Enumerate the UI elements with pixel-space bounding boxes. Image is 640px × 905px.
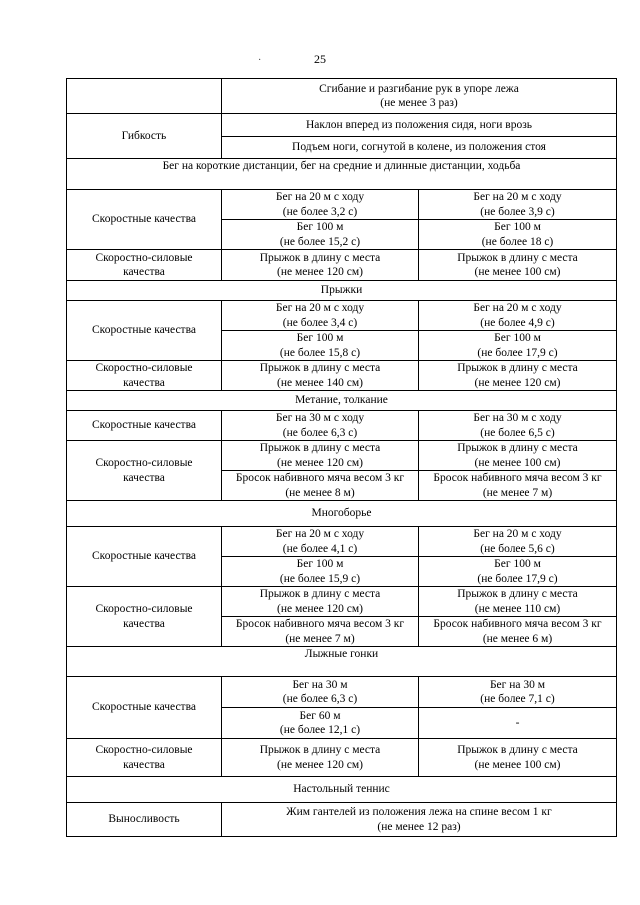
norm-text: Прыжок в длину с места — [457, 251, 578, 264]
table-row — [67, 677, 617, 708]
norm-value: (не менее 8 м) — [285, 486, 355, 499]
female-norm-cell — [419, 190, 617, 220]
norm-value: (не более 3,2 с) — [282, 205, 358, 218]
table-row — [67, 411, 617, 441]
norm-text: Бег 100 м — [296, 221, 344, 233]
quality-text: качества — [123, 471, 165, 484]
norm-value: (не более 15,2 с) — [279, 235, 361, 248]
norm-value: (не менее 7 м) — [482, 486, 553, 499]
quality-text: качества — [123, 617, 165, 630]
norm-value: (не более 12,1 с) — [279, 724, 361, 736]
table-row — [67, 114, 617, 137]
norm-value: (не менее 120 см) — [474, 376, 561, 389]
norm-value: (не менее 110 см) — [474, 602, 561, 615]
male-norm-cell — [222, 557, 419, 587]
norm-text: Прыжок в длину с места — [457, 588, 578, 600]
female-norm-cell — [419, 557, 617, 587]
section-title: Лыжные гонки — [67, 647, 617, 677]
norm-value: (не менее 100 см) — [474, 456, 561, 469]
norm-text: Прыжок в длину с места — [259, 251, 381, 264]
female-norm-cell: - — [419, 708, 617, 739]
norm-text: Бег на 30 м — [292, 678, 348, 691]
norm-text: Бег на 30 м — [489, 678, 546, 691]
female-norm-cell — [419, 411, 617, 441]
female-norm-cell — [419, 220, 617, 250]
norm-text: Прыжок в длину с места — [259, 362, 381, 374]
norm-value: (не более 3,4 с) — [282, 316, 358, 329]
table-row — [67, 587, 617, 617]
quality-text: качества — [123, 758, 165, 771]
quality-cell — [67, 441, 222, 501]
norm-cell: Подъем ноги, согнутой в колене, из положения стоя — [222, 137, 617, 159]
table-row — [67, 361, 617, 391]
male-norm-cell — [222, 411, 419, 441]
norm-text: Бег на 20 м с ходу — [473, 191, 562, 203]
section-title: Настольный теннис — [67, 777, 617, 803]
norm-value: (не менее 100 см) — [474, 758, 561, 771]
norm-text: Бег 100 м — [296, 332, 344, 344]
table-row — [67, 739, 617, 777]
norm-text: Бег на 20 м с ходу — [275, 191, 365, 203]
norm-text: Бег на 20 м с ходу — [473, 528, 562, 540]
section-row — [67, 159, 617, 190]
norm-text: Бег на 20 м с ходу — [473, 302, 562, 314]
norm-value: (не более 18 с) — [481, 235, 554, 248]
table-row — [67, 250, 617, 281]
male-norm-cell — [222, 527, 419, 557]
quality-cell — [67, 587, 222, 647]
norm-value: (не более 6,3 с) — [282, 693, 358, 705]
quality-cell — [67, 250, 222, 281]
norm-value: (не более 5,6 с) — [480, 542, 555, 555]
quality-text: Скоростно-силовые — [95, 457, 193, 469]
norm-value: (не менее 12 раз) — [377, 820, 461, 833]
female-norm-cell — [419, 361, 617, 391]
norm-text: Бег на 20 м с ходу — [275, 302, 365, 314]
quality-cell — [67, 739, 222, 777]
table-row — [67, 79, 617, 114]
norm-value: (не менее 3 раз) — [380, 97, 458, 109]
female-norm-cell — [419, 739, 617, 777]
norm-text: Прыжок в длину с места — [259, 442, 381, 454]
norm-value: (не более 6,5 с) — [480, 426, 555, 439]
quality-cell: Скоростные качества — [67, 190, 222, 250]
table-row — [67, 301, 617, 331]
norm-text: Жим гантелей из положения лежа на спине весом 1 кг — [286, 806, 552, 818]
norm-text: Бросок набивного мяча весом 3 кг — [235, 618, 405, 630]
female-norm-cell — [419, 677, 617, 708]
norm-cell — [222, 79, 617, 114]
female-norm-cell — [419, 471, 617, 501]
section-title: Метание, толкание — [67, 391, 617, 411]
norm-value: (не более 17,9 с) — [477, 572, 558, 585]
norm-value: (не более 15,9 с) — [279, 572, 361, 585]
norm-text: Бег 100 м — [494, 332, 541, 344]
norm-text: Прыжок в длину с места — [457, 744, 578, 756]
male-norm-cell — [222, 361, 419, 391]
norm-cell: Наклон вперед из положения сидя, ноги врозь — [222, 114, 617, 137]
norm-value: (не более 4,9 с) — [480, 316, 555, 329]
female-norm-cell — [419, 250, 617, 281]
quality-text: Скоростно-силовые — [95, 251, 193, 264]
norm-cell — [222, 803, 617, 837]
female-norm-cell — [419, 441, 617, 471]
norm-text: Бег 100 м — [494, 221, 541, 233]
section-title: Бег на короткие дистанции, бег на средние и длинные дистанции, ходьба — [67, 159, 617, 190]
norm-text: Сгибание и разгибание рук в упоре лежа — [319, 82, 519, 95]
norm-text: Бег на 30 м с ходу — [275, 412, 365, 424]
page-number: 25 — [314, 52, 326, 66]
quality-text: качества — [123, 266, 165, 278]
male-norm-cell — [222, 220, 419, 250]
male-norm-cell — [222, 301, 419, 331]
table-row — [67, 527, 617, 557]
male-norm-cell — [222, 739, 419, 777]
table-row — [67, 803, 617, 837]
norm-text: Прыжок в длину с места — [457, 362, 578, 374]
norm-value: (не более 15,8 с) — [279, 346, 361, 359]
table-row — [67, 190, 617, 220]
male-norm-cell — [222, 708, 419, 739]
quality-cell: Скоростные качества — [67, 301, 222, 361]
norm-value: (не более 4,1 с) — [282, 542, 358, 555]
male-norm-cell — [222, 617, 419, 647]
norm-value: (не менее 140 см) — [277, 376, 363, 389]
male-norm-cell — [222, 190, 419, 220]
norm-text: Бросок набивного мяча весом 3 кг — [235, 472, 405, 484]
norm-value: (не более 7,1 с) — [480, 693, 555, 705]
scan-dot: · — [258, 55, 262, 66]
norm-value: (не менее 6 м) — [482, 632, 553, 645]
norm-text: Прыжок в длину с места — [259, 744, 381, 756]
female-norm-cell — [419, 301, 617, 331]
quality-text: Скоростно-силовые — [95, 744, 193, 756]
section-row — [67, 391, 617, 411]
male-norm-cell — [222, 471, 419, 501]
female-norm-cell — [419, 527, 617, 557]
quality-text: Скоростно-силовые — [95, 362, 193, 374]
quality-text: качества — [123, 376, 165, 389]
section-row — [67, 647, 617, 677]
quality-cell: Скоростные качества — [67, 677, 222, 739]
section-row — [67, 281, 617, 301]
norm-text: Бег 60 м — [299, 709, 341, 722]
norm-value: (не менее 120 см) — [277, 602, 363, 615]
table-row — [67, 441, 617, 471]
norm-text: Прыжок в длину с места — [259, 588, 381, 600]
norm-value: (не более 17,9 с) — [477, 346, 558, 359]
norm-text: Прыжок в длину с места — [457, 442, 578, 454]
male-norm-cell — [222, 677, 419, 708]
norm-value: (не менее 120 см) — [277, 266, 363, 278]
quality-cell: Выносливость — [67, 803, 222, 837]
norm-text: Бег на 30 м с ходу — [473, 412, 562, 424]
norm-text: Бросок набивного мяча весом 3 кг — [433, 618, 602, 630]
norm-value: (не менее 120 см) — [277, 456, 363, 469]
quality-cell — [67, 361, 222, 391]
norm-text: Бег 100 м — [494, 558, 541, 570]
male-norm-cell — [222, 587, 419, 617]
section-title: Прыжки — [67, 281, 617, 301]
female-norm-cell — [419, 587, 617, 617]
quality-text: Скоростно-силовые — [95, 603, 193, 615]
section-title: Многоборье — [67, 501, 617, 527]
norm-text: Бег 100 м — [296, 558, 344, 570]
norm-value: (не менее 7 м) — [285, 632, 355, 645]
norms-table — [66, 78, 617, 837]
section-row — [67, 777, 617, 803]
empty-cell — [67, 79, 222, 114]
norm-text: Бег на 20 м с ходу — [275, 528, 365, 540]
quality-cell: Скоростные качества — [67, 411, 222, 441]
male-norm-cell — [222, 441, 419, 471]
norm-value: (не менее 120 см) — [277, 758, 363, 771]
male-norm-cell — [222, 250, 419, 281]
norm-text: Бросок набивного мяча весом 3 кг — [433, 472, 602, 484]
section-row — [67, 501, 617, 527]
norm-value: (не менее 100 см) — [474, 266, 561, 278]
quality-cell: Скоростные качества — [67, 527, 222, 587]
quality-cell: Гибкость — [67, 114, 222, 159]
female-norm-cell — [419, 617, 617, 647]
norm-value: (не более 3,9 с) — [480, 205, 555, 218]
norm-value: (не более 6,3 с) — [282, 426, 358, 439]
male-norm-cell — [222, 331, 419, 361]
female-norm-cell — [419, 331, 617, 361]
